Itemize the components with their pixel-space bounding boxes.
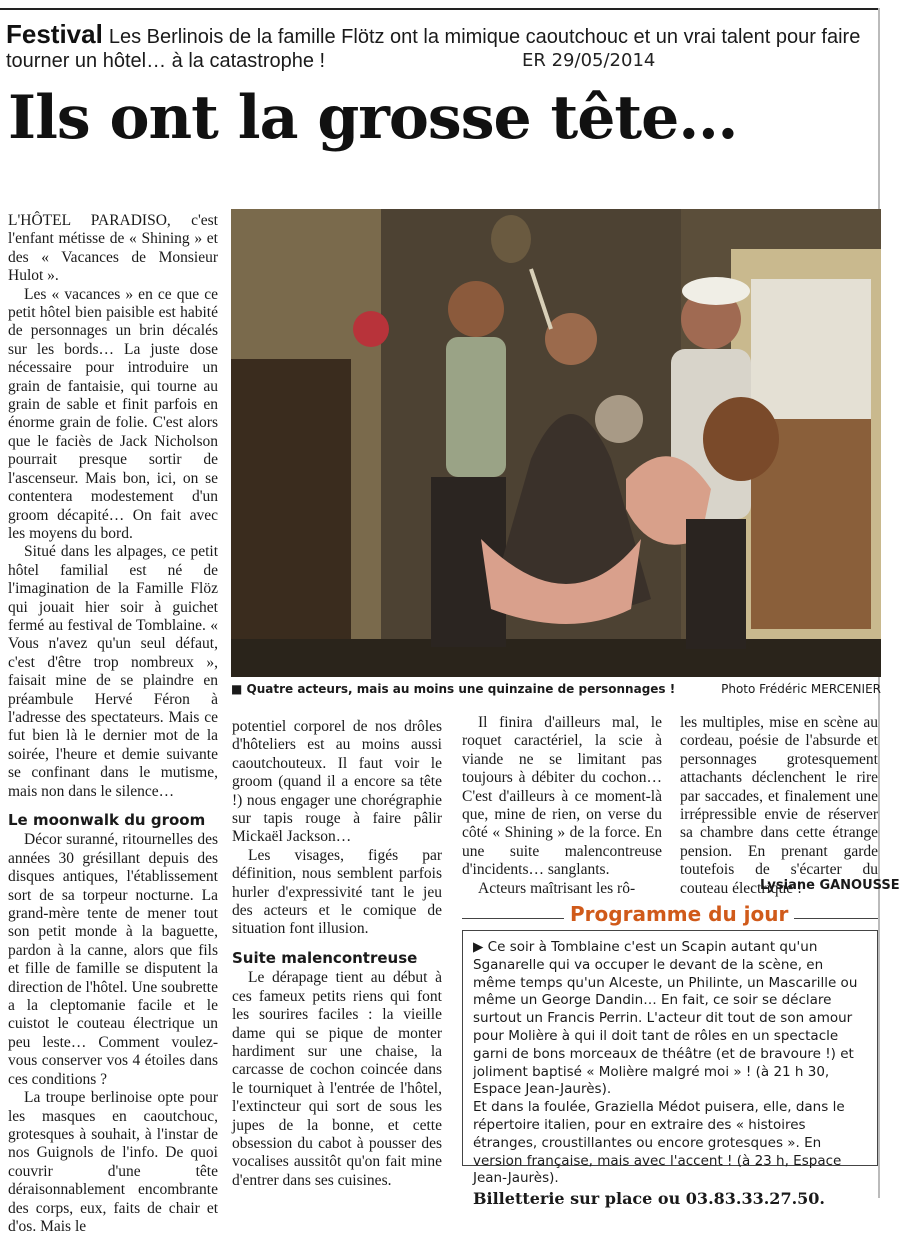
headline: Ils ont la grosse tête… bbox=[8, 83, 738, 153]
subheading-suite: Suite malencontreuse bbox=[232, 948, 418, 967]
stage-photo-illustration bbox=[231, 209, 881, 677]
paragraph: Acteurs maîtrisant les rô- bbox=[478, 879, 636, 897]
caption-text: ■ Quatre acteurs, mais au moins une quinzaine de personnages ! bbox=[231, 682, 676, 696]
paragraph: Décor suranné, ritournelles des années 30 grésillant depuis des disques antiques, l'établissement sort de sa torpeur nocturne. La grand-mère tente de mener tout son petit monde à la baguette, pardon à la canne, alors que fils et fille de famille se disputent la direction de l'hôtel. Une soubrette a la cleptomanie facile et le cuistot le couteau électrique un peu leste… Comment voulez-vous conserver vos 4 étoiles dans ces conditions ? bbox=[8, 831, 218, 1088]
paragraph: L'HÔTEL PARADISO, c'est l'enfant métisse de « Shining » et des « Vacances de Monsieur Hulot ». bbox=[8, 212, 218, 285]
dateline: ER 29/05/2014 bbox=[522, 50, 656, 71]
ticket-info: Billetterie sur place ou 03.83.33.27.50. bbox=[473, 1189, 825, 1209]
paragraph: Il finira d'ailleurs mal, le roquet caractériel, la scie à viande ne se limitant pas toujours à débiter du cochon… C'est d'ailleurs à ce moment-là que, mine de rien, on verse du côté « Shining » de la force. En une suite malencontreuse d'incidents… sanglants. bbox=[462, 714, 662, 879]
paragraph: Situé dans les alpages, ce petit hôtel familial est né de l'imagination de la Famille Flöz qui jouait hier soir à guichet fermé au festival de Tomblaine. « Vous n'avez qu'un seul défaut, c'est d'être trop nombreux », faisait mine de se plaindre en préambule Hervé Féron à l'adresse des spectateurs. Mais ce fut bien là le dernier mot de la soirée, l'heure et demie suivante se confinant dans le mutisme, mais non dans le silence… bbox=[8, 543, 218, 800]
programme-paragraph: ▶ Ce soir à Tomblaine c'est un Scapin autant qu'un Sganarelle qui va occuper le devant de la scène, en même temps qu'un Alceste, un Philinte, un Mascarille ou même un George Dandin… En fait, ce soir se déclare surtout un Francis Perrin. L'acteur dit tout de son amour pour Molière à qui il doit tant de rôles en un spectacle garni de bons morceaux de théâtre (et de bravoure !) et joliment baptisé « Molière malgré moi » ! (à 21 h 30, Espace Jean-Jaurès). bbox=[473, 939, 858, 1098]
author-signature: Lysiane GANOUSSE bbox=[760, 878, 900, 893]
article-column-4 bbox=[680, 714, 878, 898]
top-rule bbox=[0, 8, 878, 10]
photo-credit: Photo Frédéric MERCENIER bbox=[721, 682, 881, 696]
paragraph: potentiel corporel de nos drôles d'hôteliers est au moins aussi caoutchouteux. Il faut voir le groom (quand il a encore sa tête !) nous engager une chorégraphie sur tapis rouge à faire pâlir Mickaël Jackson… bbox=[232, 718, 442, 846]
article-column-2 bbox=[232, 718, 442, 1190]
paragraph: les multiples, mise en scène au cordeau, poésie de l'absurde et personnages grotesquement attachants déclenchent le rire par saccades, et finalement une irrépressible envie de réserver sa chambre dans cette étrange pension. En prenant garde toutefois de s'écarter du couteau électrique ! bbox=[680, 714, 878, 897]
paragraph: Les « vacances » en ce que ce petit hôtel bien paisible est habité de personnages un brin décalés sur les bords… La juste dose nécessaire pour introduire un grain de fantaisie, qui tourne au grain de sable et finit parfois en énorme grain de folie. C'est alors que le faciès de Jack Nicholson pourrait presque sortir de l'ascenseur. Mais bon, ici, on se contentera modestement d'un groom décapité… On fait avec les moyens du bord. bbox=[8, 285, 218, 542]
photo-caption bbox=[231, 682, 881, 696]
programme-title: Programme du jour bbox=[564, 902, 794, 926]
kicker-label: Festival bbox=[6, 19, 103, 49]
article-column-3 bbox=[462, 714, 662, 898]
kicker bbox=[6, 19, 876, 73]
programme-box bbox=[462, 930, 878, 1209]
stage-photo bbox=[231, 209, 881, 677]
kicker-text: Les Berlinois de la famille Flötz ont la mimique caoutchouc et un vrai talent pour faire tourner un hôtel… à la catastrophe ! bbox=[6, 26, 861, 72]
subheading-moonwalk: Le moonwalk du groom bbox=[8, 811, 206, 829]
programme-paragraph: Et dans la foulée, Graziella Médot puisera, elle, dans le répertoire italien, pour en extraire des « histoires étranges, croustillantes ou encore grotesques ». En version française, mais avec l'accent ! (à 23 h, Espace Jean-Jaurès). bbox=[473, 1099, 845, 1187]
paragraph: Les visages, figés par définition, nous semblent parfois hurler d'expressivité tant le jeu des acteurs et le comique de situation font illusion. bbox=[232, 846, 442, 938]
article-column-1 bbox=[8, 212, 218, 1236]
paragraph: Le dérapage tient au début à ces fameux petits riens qui font les sourires faciles : la vieille dame qui se pique de monter hardiment sur une chaise, la carcasse de cochon coincée dans le tourniquet à l'entrée de l'hôtel, l'extincteur qui sort de sous les jupes de la bonne, et cette obsession du cabot à pousser des vocalises aussitôt qu'on fait mine d'entrer dans ses cuisines. bbox=[232, 969, 442, 1189]
paragraph: La troupe berlinoise opte pour les masques en caoutchouc, grotesques à souhait, à l'instar de nos Guignols de l'info. De quoi couvrir d'une tête déraisonnablement encombrante des corps, eux, faits de chair et d'os. Mais le bbox=[8, 1089, 218, 1235]
